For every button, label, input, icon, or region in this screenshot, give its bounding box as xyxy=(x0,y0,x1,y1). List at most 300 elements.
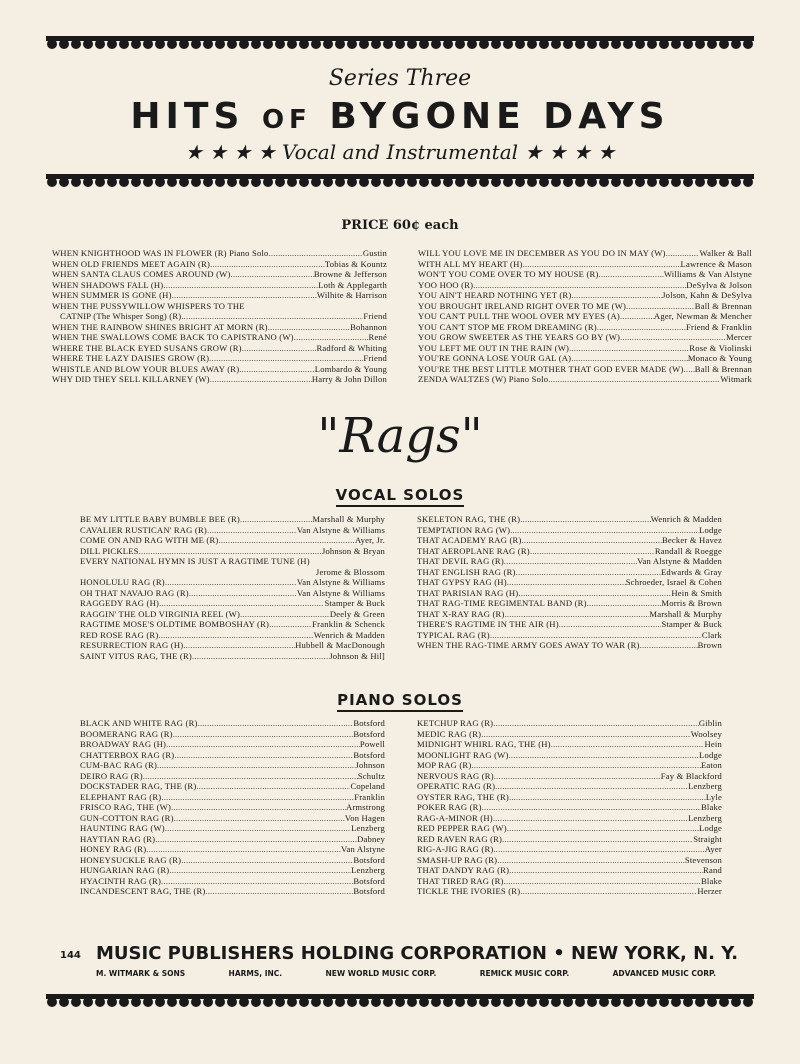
song-title: YOU'RE GONNA LOSE YOUR GAL (A) xyxy=(418,353,572,363)
song-entry xyxy=(418,280,752,291)
song-authors: Harry & John Dillon xyxy=(311,374,387,384)
song-title: BOOMERANG RAG (R) xyxy=(80,728,173,739)
dot-leader xyxy=(490,630,702,641)
song-entry xyxy=(80,514,385,525)
song-title: WHEN THE RAG-TIME ARMY GOES AWAY TO WAR (R) xyxy=(417,640,640,650)
song-authors: Ball & Brennan xyxy=(694,363,752,374)
song-title: POKER RAG (R) xyxy=(417,802,482,812)
dot-leader xyxy=(189,588,297,599)
song-title: WHERE THE LAZY DAISIES GROW (R) xyxy=(52,353,210,363)
song-entry xyxy=(417,844,722,855)
vocal-solos-list-left xyxy=(80,514,385,661)
dot-leader xyxy=(494,771,661,782)
song-title: WHEN OLD FRIENDS MEET AGAIN (R) xyxy=(52,258,211,269)
song-authors: Hein xyxy=(704,739,722,749)
song-entry xyxy=(417,855,722,866)
song-authors: Friend xyxy=(363,353,387,363)
dot-leader xyxy=(482,802,701,813)
song-entry xyxy=(418,301,752,312)
song-entry xyxy=(80,729,385,740)
song-entry xyxy=(417,802,722,813)
dot-leader xyxy=(269,248,363,259)
song-authors: Lodge xyxy=(699,524,722,535)
song-authors: Jerome & Blossom xyxy=(315,566,385,577)
song-title: YOU LEFT ME OUT IN THE RAIN (W) xyxy=(418,342,570,353)
imprint-item: REMICK MUSIC CORP. xyxy=(479,969,570,978)
song-authors: Friend xyxy=(363,311,387,321)
song-title: COME ON AND RAG WITH ME (R) xyxy=(80,535,219,545)
song-authors: Lombardo & Young xyxy=(314,363,387,374)
song-authors: Ayer, Jr. xyxy=(354,535,385,545)
price-label: PRICE 60¢ each xyxy=(341,218,459,233)
song-title: MOONLIGHT RAG (W) xyxy=(417,749,509,760)
song-entry xyxy=(80,567,385,578)
song-entry xyxy=(80,844,385,855)
song-title: SMASH-UP RAG (R) xyxy=(417,854,498,865)
song-entry xyxy=(80,760,385,771)
song-title: NERVOUS RAG (R) xyxy=(417,770,494,781)
dot-leader xyxy=(620,332,726,343)
dot-leader xyxy=(205,886,353,897)
song-title: OH THAT NAVAJO RAG (R) xyxy=(80,587,189,598)
song-title: EVERY NATIONAL HYMN IS JUST A RAGTIME TUNE (H) xyxy=(80,556,310,566)
song-title: DILL PICKLES xyxy=(80,545,139,556)
song-title: THAT DANDY RAG (R) xyxy=(417,865,510,875)
song-title: YOU CAN'T STOP ME FROM DREAMING (R) xyxy=(418,321,597,332)
song-title: WHEN SUMMER IS GONE (H) xyxy=(52,290,172,300)
dot-leader xyxy=(143,771,358,782)
dot-leader xyxy=(146,844,341,855)
song-entry xyxy=(80,525,385,536)
song-entry xyxy=(52,301,387,312)
song-entry xyxy=(417,525,722,536)
song-entry xyxy=(52,364,387,375)
song-entry xyxy=(418,248,752,259)
song-authors: Radford & Whiting xyxy=(316,342,387,353)
song-title: CAVALIER RUSTICAN' RAG (R) xyxy=(80,524,207,535)
song-entry xyxy=(80,588,385,599)
song-entry xyxy=(80,651,385,662)
song-authors: Edwards & Gray xyxy=(660,566,722,577)
song-authors: Van Alstyne & Williams xyxy=(296,577,385,587)
song-title: BE MY LITTLE BABY BUMBLE BEE (R) xyxy=(80,514,240,524)
song-authors: Bohannon xyxy=(350,321,387,332)
song-title: DEIRO RAG (R) xyxy=(80,770,143,781)
song-title: THAT PARISIAN RAG (H) xyxy=(417,587,519,598)
song-authors: Van Alstyne & Williams xyxy=(296,524,385,535)
title-hits: HITS xyxy=(130,96,245,137)
song-authors: Lodge xyxy=(699,823,722,833)
dot-leader xyxy=(523,259,681,270)
dot-leader xyxy=(504,876,701,887)
song-title: THAT RAG-TIME REGIMENTAL BAND (R) xyxy=(417,598,587,608)
song-authors: Ayer xyxy=(704,844,722,854)
song-title: BLACK AND WHITE RAG (R) xyxy=(80,718,198,728)
dot-leader xyxy=(183,640,295,651)
song-authors: Becker & Havez xyxy=(661,535,722,545)
song-entry xyxy=(52,290,387,301)
song-title: RAGTIME MOSE'S OLDTIME BOMBOSHAY (R) xyxy=(80,619,270,629)
dot-leader xyxy=(518,588,671,599)
song-title: FRISCO RAG, THE (W) xyxy=(80,802,172,812)
song-authors: Witmark xyxy=(720,374,752,384)
song-title: RAGGIN' THE OLD VIRGINIA REEL (W) xyxy=(80,608,241,619)
dot-leader xyxy=(165,577,297,588)
dot-leader xyxy=(522,535,662,546)
song-entry xyxy=(80,792,385,803)
dot-leader xyxy=(599,269,664,280)
header-bottom-scalloped-border xyxy=(46,174,754,188)
song-authors: Botsford xyxy=(353,749,385,760)
song-entry xyxy=(80,813,385,824)
song-authors: DeSylva & Jolson xyxy=(686,279,752,290)
piano-solos-list-left xyxy=(80,718,385,897)
song-title: THAT ENGLISH RAG (R) xyxy=(417,566,516,577)
song-entry xyxy=(52,322,387,333)
song-entry xyxy=(52,280,387,291)
dot-leader xyxy=(139,546,322,557)
dot-leader xyxy=(242,343,317,354)
dot-leader xyxy=(155,834,357,845)
song-entry xyxy=(80,739,385,750)
dot-leader xyxy=(587,598,662,609)
top-scalloped-border xyxy=(46,36,754,50)
song-entry xyxy=(80,577,385,588)
song-title: RED ROSE RAG (R) xyxy=(80,629,159,640)
song-title: ELEPHANT RAG (R) xyxy=(80,791,162,802)
song-authors: Stamper & Buck xyxy=(661,619,722,629)
song-entry xyxy=(80,546,385,557)
song-authors: Hein & Smith xyxy=(671,587,722,598)
song-title: CUM-BAC RAG (R) xyxy=(80,760,158,770)
dot-leader xyxy=(210,374,312,385)
title-of: OF xyxy=(261,105,312,135)
dot-leader xyxy=(240,514,312,525)
song-title: MOP RAG (R) xyxy=(417,760,472,770)
song-title: THAT AEROPLANE RAG (R) xyxy=(417,545,530,556)
song-title: DOCKSTADER RAG, THE (R) xyxy=(80,781,197,791)
song-entry xyxy=(52,269,387,280)
song-title: YOU'RE THE BEST LITTLE MOTHER THAT GOD EVER MADE (W) xyxy=(418,363,684,374)
song-title: RIG-A-JIG RAG (R) xyxy=(417,844,494,854)
song-title: TEMPTATION RAG (W) xyxy=(417,524,511,535)
dot-leader xyxy=(481,729,691,740)
song-title: WILL YOU LOVE ME IN DECEMBER AS YOU DO IN MAY (W) xyxy=(418,248,666,258)
dot-leader xyxy=(507,577,626,588)
song-list-top-right xyxy=(418,248,752,385)
song-entry xyxy=(80,781,385,792)
dot-leader xyxy=(548,374,720,385)
dot-leader xyxy=(520,514,651,525)
song-title: RAG-A-MINOR (H) xyxy=(417,812,493,823)
dot-leader xyxy=(169,865,351,876)
song-entry xyxy=(80,886,385,897)
song-authors: Botsford xyxy=(353,728,385,739)
song-entry xyxy=(52,374,387,385)
song-title: CATNIP (The Whisper Song) (R) xyxy=(60,311,182,321)
song-entry xyxy=(417,619,722,630)
song-authors: Lenzberg xyxy=(351,823,385,833)
song-title: WHEN SHADOWS FALL (H) xyxy=(52,279,164,290)
song-authors: Rose & Violinski xyxy=(689,342,752,353)
song-title: YOO HOO (R) xyxy=(418,279,474,290)
song-authors: Botsford xyxy=(353,886,385,896)
song-authors: Hubbell & MacDonough xyxy=(295,640,385,650)
song-title: WON'T YOU COME OVER TO MY HOUSE (R) xyxy=(418,269,599,279)
song-entry xyxy=(418,364,752,375)
song-entry xyxy=(80,619,385,630)
song-authors: Lodge xyxy=(699,749,722,760)
dot-leader xyxy=(493,844,704,855)
song-authors: Marshall & Murphy xyxy=(312,514,385,524)
song-title: YOU AIN'T HEARD NOTHING YET (R) xyxy=(418,290,572,300)
song-entry xyxy=(80,834,385,845)
song-title: RED PEPPER RAG (W) xyxy=(417,823,507,833)
song-title: RAGGEDY RAG (H) xyxy=(80,598,160,608)
song-entry xyxy=(80,865,385,876)
song-entry xyxy=(80,876,385,887)
song-authors: Friend & Franklin xyxy=(686,321,752,332)
song-entry xyxy=(417,865,722,876)
song-entry xyxy=(52,259,387,270)
song-entry xyxy=(80,598,385,609)
song-entry xyxy=(417,729,722,740)
subtitle: ★ ★ ★ ★ Vocal and Instrumental ★ ★ ★ ★ xyxy=(184,140,616,164)
dot-leader xyxy=(504,556,637,567)
page-number: 144 xyxy=(60,950,81,961)
dot-leader xyxy=(597,322,686,333)
song-title: TYPICAL RAG (R) xyxy=(417,629,490,640)
song-title: YOU GROW SWEETER AS THE YEARS GO BY (W) xyxy=(418,332,621,342)
song-authors: Wilhite & Harrison xyxy=(316,290,387,300)
song-entry xyxy=(417,781,722,792)
dot-leader xyxy=(269,619,312,630)
dot-leader xyxy=(509,865,703,876)
piano-solos-list-right xyxy=(417,718,722,897)
song-authors: Browne & Jefferson xyxy=(313,269,387,279)
song-authors: Schroeder, Israel & Cohen xyxy=(625,577,722,587)
dot-leader xyxy=(530,546,655,557)
dot-leader xyxy=(166,739,360,750)
song-title: INCANDESCENT RAG, THE (R) xyxy=(80,886,206,896)
dot-leader xyxy=(210,259,325,270)
song-title: WITH ALL MY HEART (H) xyxy=(418,258,523,269)
song-title: RED RAVEN RAG (R) xyxy=(417,833,503,844)
song-entry xyxy=(80,750,385,761)
song-authors: Dabney xyxy=(357,833,385,844)
song-title: OYSTER RAG, THE (R) xyxy=(417,791,509,802)
bottom-scalloped-border xyxy=(46,994,754,1008)
dot-leader xyxy=(640,640,698,651)
dot-leader xyxy=(571,290,662,301)
song-title: THAT X-RAY RAG (R) xyxy=(417,608,505,619)
publisher-name: MUSIC PUBLISHERS HOLDING CORPORATION • NEW YORK, N. Y. xyxy=(96,943,739,964)
song-authors: Clark xyxy=(701,629,722,640)
song-entry xyxy=(52,353,387,364)
dot-leader xyxy=(173,729,354,740)
song-entry xyxy=(417,556,722,567)
dot-leader xyxy=(507,823,699,834)
song-authors: Stamper & Buck xyxy=(324,598,385,608)
song-entry xyxy=(418,290,752,301)
song-authors: Giblin xyxy=(698,718,722,728)
song-entry xyxy=(80,718,385,729)
song-entry xyxy=(417,567,722,578)
song-title: TICKLE THE IVORIES (R) xyxy=(417,886,521,896)
song-entry xyxy=(417,739,722,750)
song-authors: Randall & Roegge xyxy=(654,545,722,556)
song-authors: Van Alstyne & Madden xyxy=(637,556,722,566)
piano-solos-heading: PIANO SOLOS xyxy=(0,691,800,709)
song-authors: Lenzberg xyxy=(688,781,722,791)
dot-leader xyxy=(294,332,369,343)
dot-leader xyxy=(571,353,688,364)
dot-leader xyxy=(505,609,650,620)
song-title: SAINT VITUS RAG, THE (R) xyxy=(80,650,192,661)
dot-leader xyxy=(163,280,318,291)
song-title: HONOLULU RAG (R) xyxy=(80,577,165,587)
song-title: CHATTERBOX RAG (R) xyxy=(80,749,175,760)
song-title: WHEN THE PUSSYWILLOW WHISPERS TO THE xyxy=(52,300,245,311)
song-authors: Morris & Brown xyxy=(661,598,722,608)
song-authors: Marshall & Murphy xyxy=(649,608,722,619)
song-entry xyxy=(418,311,752,322)
song-entry xyxy=(417,609,722,620)
dot-leader xyxy=(172,290,317,301)
song-authors: Stevenson xyxy=(684,854,722,865)
dot-leader xyxy=(239,364,315,375)
dot-leader xyxy=(516,567,661,578)
song-entry xyxy=(80,855,385,866)
song-title: SKELETON RAG, THE (R) xyxy=(417,514,521,524)
song-authors: Walker & Ball xyxy=(699,248,752,258)
song-entry xyxy=(418,332,752,343)
song-entry xyxy=(80,802,385,813)
song-entry xyxy=(417,876,722,887)
dot-leader xyxy=(158,630,313,641)
song-entry xyxy=(418,343,752,354)
song-title: WHEN KNIGHTHOOD WAS IN FLOWER (R) Piano Solo xyxy=(52,248,269,258)
song-authors: Franklin xyxy=(354,791,385,802)
song-title: MIDNIGHT WHIRL RAG, THE (H) xyxy=(417,739,551,749)
song-title: HONEY RAG (R) xyxy=(80,844,147,854)
song-entry xyxy=(417,886,722,897)
song-entry xyxy=(52,311,387,322)
song-entry xyxy=(417,588,722,599)
song-entry xyxy=(418,259,752,270)
song-authors: Von Hagen xyxy=(344,812,385,823)
dot-leader xyxy=(502,834,693,845)
dot-leader xyxy=(559,619,662,630)
song-authors: Botsford xyxy=(353,854,385,865)
series-label: Series Three xyxy=(328,66,472,91)
song-authors: Brown xyxy=(697,640,722,650)
song-authors: Johnson & Bryan xyxy=(321,545,385,556)
vocal-solos-heading: VOCAL SOLOS xyxy=(0,486,800,504)
song-entry xyxy=(80,771,385,782)
song-title: WHY DID THEY SELL KILLARNEY (W) xyxy=(52,374,210,384)
song-entry xyxy=(418,269,752,280)
song-entry xyxy=(417,834,722,845)
dot-leader xyxy=(196,781,350,792)
imprint-item: ADVANCED MUSIC CORP. xyxy=(612,969,716,978)
dot-leader xyxy=(471,760,701,771)
song-authors: Blake xyxy=(700,802,722,812)
dot-leader xyxy=(473,280,686,291)
dot-leader xyxy=(181,855,353,866)
dot-leader xyxy=(207,525,297,536)
song-entry xyxy=(80,556,385,567)
song-entry xyxy=(417,813,722,824)
song-authors: Tobias & Kountz xyxy=(324,258,387,269)
song-title: KETCHUP RAG (R) xyxy=(417,718,494,728)
dot-leader xyxy=(218,535,355,546)
imprint-item: NEW WORLD MUSIC CORP. xyxy=(325,969,437,978)
song-entry xyxy=(417,771,722,782)
song-authors: Ager, Newman & Mencher xyxy=(653,311,752,321)
song-authors: Powell xyxy=(359,739,385,749)
dot-leader xyxy=(192,651,329,662)
song-title: THAT GYPSY RAG (H) xyxy=(417,577,507,587)
dot-leader xyxy=(510,525,699,536)
dot-leader xyxy=(551,739,705,750)
song-authors: Lawrence & Mason xyxy=(680,258,752,269)
song-title: YOU BROUGHT IRELAND RIGHT OVER TO ME (W) xyxy=(418,300,627,311)
song-entry xyxy=(417,577,722,588)
song-authors: Lenzberg xyxy=(688,812,722,823)
song-authors: Fay & Blackford xyxy=(660,770,722,781)
dot-leader xyxy=(174,813,345,824)
song-entry xyxy=(80,640,385,651)
song-title: THAT TIRED RAG (R) xyxy=(417,875,504,886)
dot-leader xyxy=(198,718,354,729)
song-authors: Herzer xyxy=(697,886,722,896)
song-entry xyxy=(417,546,722,557)
song-title: WHEN THE RAINBOW SHINES BRIGHT AT MORN (R) xyxy=(52,321,268,332)
dot-leader xyxy=(509,750,699,761)
song-title: RESURRECTION RAG (H) xyxy=(80,640,184,650)
song-authors: Williams & Van Alstyne xyxy=(663,269,752,279)
song-title: OPERATIC RAG (R) xyxy=(417,781,496,791)
song-authors: Van Alstyne & Williams xyxy=(296,587,385,598)
song-authors: Loth & Applegarth xyxy=(318,279,387,290)
dot-leader xyxy=(161,792,354,803)
song-title: THERE'S RAGTIME IN THE AIR (H) xyxy=(417,619,559,629)
song-title: MEDIC RAG (R) xyxy=(417,728,482,739)
page-title xyxy=(0,96,800,137)
song-title: YOU CAN'T PULL THE WOOL OVER MY EYES (A) xyxy=(418,311,620,321)
song-authors: Armstrong xyxy=(345,802,385,812)
dot-leader xyxy=(569,343,689,354)
song-entry xyxy=(417,630,722,641)
song-authors: Woolsey xyxy=(690,728,722,739)
song-entry xyxy=(418,374,752,385)
song-entry xyxy=(52,332,387,343)
dot-leader xyxy=(174,750,353,761)
song-authors: Deely & Green xyxy=(329,608,385,619)
dot-leader xyxy=(626,301,695,312)
rags-heading: "Rags" xyxy=(317,408,483,464)
song-entry xyxy=(52,343,387,354)
song-title: HONEYSUCKLE RAG (R) xyxy=(80,854,182,865)
song-authors: Botsford xyxy=(353,718,385,728)
song-title: THAT DEVIL RAG (R) xyxy=(417,556,504,566)
song-authors: Gustin xyxy=(362,248,387,258)
song-list-top-left xyxy=(52,248,387,385)
song-authors: Copeland xyxy=(350,781,385,791)
song-authors: Blake xyxy=(700,875,722,886)
song-title: THAT ACADEMY RAG (R) xyxy=(417,535,522,545)
